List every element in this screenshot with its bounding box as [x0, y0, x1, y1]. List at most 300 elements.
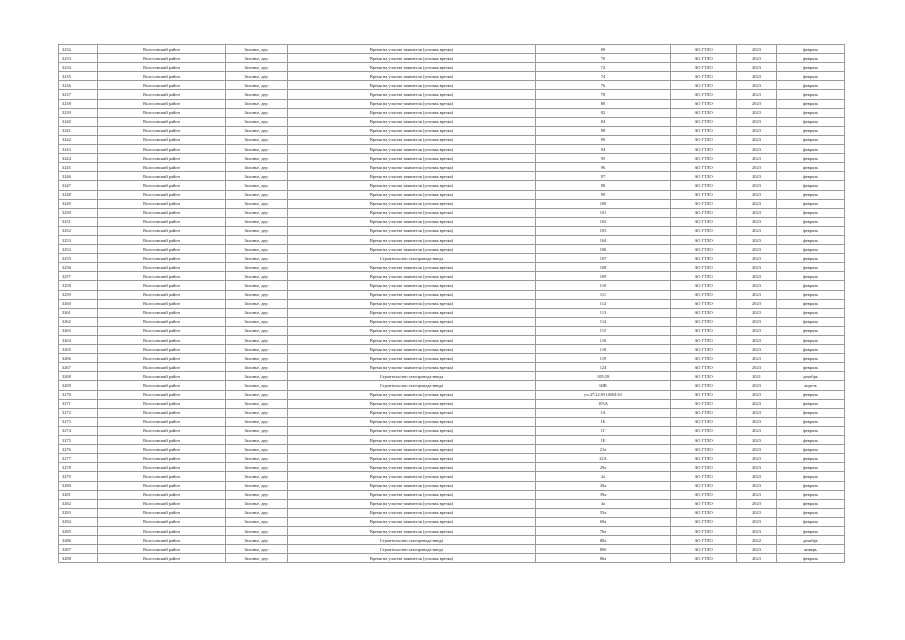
row-number-cell: 3271 [59, 399, 98, 408]
row-number-cell: 3243 [59, 145, 98, 154]
table-row [59, 526, 845, 535]
table-row [59, 45, 845, 54]
row-number-cell: 3261 [59, 308, 98, 317]
organization-cell: АО ГТЛО [671, 436, 737, 445]
year-cell: 2023 [737, 172, 777, 181]
district-cell: Волосовский район [98, 372, 226, 381]
month-cell: февраль [777, 472, 845, 481]
table-row [59, 345, 845, 354]
object-number-cell: 119 [536, 354, 671, 363]
row-number-cell: 3253 [59, 235, 98, 244]
table-row [59, 490, 845, 499]
organization-cell: АО ГТЛО [671, 308, 737, 317]
settlement-cell: Захонье, дер. [226, 172, 288, 181]
district-cell: Волосовский район [98, 108, 226, 117]
row-number-cell: 3256 [59, 263, 98, 272]
work-type-cell: Строительство газопровода-ввода [288, 545, 536, 554]
year-cell: 2023 [737, 336, 777, 345]
settlement-cell: Захонье, дер. [226, 217, 288, 226]
organization-cell: АО ГТЛО [671, 281, 737, 290]
object-number-cell: 39а [536, 490, 671, 499]
work-type-cell: Строительство газопровода-ввода [288, 254, 536, 263]
settlement-cell: Захонье, дер. [226, 272, 288, 281]
month-cell: февраль [777, 499, 845, 508]
year-cell: 2023 [737, 490, 777, 499]
month-cell: февраль [777, 354, 845, 363]
settlement-cell: Захонье, дер. [226, 145, 288, 154]
month-cell: февраль [777, 426, 845, 435]
year-cell: 2023 [737, 545, 777, 554]
work-type-cell: Время на участке заявителя (угловая врезка) [288, 454, 536, 463]
organization-cell: АО ГТЛО [671, 272, 737, 281]
district-cell: Волосовский район [98, 490, 226, 499]
month-cell: декабрь [777, 536, 845, 545]
table-row [59, 245, 845, 254]
district-cell: Волосовский район [98, 190, 226, 199]
year-cell: 2023 [737, 117, 777, 126]
organization-cell: АО ГТЛО [671, 336, 737, 345]
table-row [59, 126, 845, 135]
object-number-cell: 118 [536, 345, 671, 354]
district-cell: Волосовский район [98, 172, 226, 181]
work-type-cell: Строительство газопровода-ввода [288, 536, 536, 545]
month-cell: февраль [777, 54, 845, 63]
district-cell: Волосовский район [98, 436, 226, 445]
month-cell: февраль [777, 481, 845, 490]
table-row [59, 217, 845, 226]
district-cell: Волосовский район [98, 208, 226, 217]
settlement-cell: Захонье, дер. [226, 472, 288, 481]
settlement-cell: Захонье, дер. [226, 372, 288, 381]
table-row [59, 135, 845, 144]
settlement-cell: Захонье, дер. [226, 445, 288, 454]
row-number-cell: 3248 [59, 190, 98, 199]
organization-cell: АО ГТЛО [671, 245, 737, 254]
organization-cell: АО ГТЛО [671, 199, 737, 208]
settlement-cell: Захонье, дер. [226, 226, 288, 235]
district-cell: Волосовский район [98, 326, 226, 335]
object-number-cell: 60В [536, 381, 671, 390]
settlement-cell: Захонье, дер. [226, 317, 288, 326]
district-cell: Волосовский район [98, 517, 226, 526]
object-number-cell: 80а [536, 536, 671, 545]
row-number-cell: 3287 [59, 545, 98, 554]
settlement-cell: Захонье, дер. [226, 254, 288, 263]
row-number-cell: 3284 [59, 517, 98, 526]
settlement-cell: Захонье, дер. [226, 235, 288, 244]
work-type-cell: Время на участке заявителя (угловая врезка) [288, 417, 536, 426]
settlement-cell: Захонье, дер. [226, 399, 288, 408]
year-cell: 2023 [737, 317, 777, 326]
organization-cell: АО ГТЛО [671, 154, 737, 163]
object-number-cell: 113 [536, 308, 671, 317]
settlement-cell: Захонье, дер. [226, 354, 288, 363]
district-cell: Волосовский район [98, 181, 226, 190]
object-number-cell: 90 [536, 135, 671, 144]
settlement-cell: Захонье, дер. [226, 290, 288, 299]
work-type-cell: Время на участке заявителя (угловая врезка) [288, 72, 536, 81]
object-number-cell: 3а [536, 499, 671, 508]
row-number-cell: 3282 [59, 499, 98, 508]
district-cell: Волосовский район [98, 481, 226, 490]
month-cell: февраль [777, 436, 845, 445]
object-number-cell: 108 [536, 263, 671, 272]
object-number-cell: 82 [536, 108, 671, 117]
row-number-cell: 3255 [59, 254, 98, 263]
settlement-cell: Захонье, дер. [226, 417, 288, 426]
table-row [59, 181, 845, 190]
object-number-cell: 101 [536, 208, 671, 217]
year-cell: 2023 [737, 272, 777, 281]
table-row [59, 208, 845, 217]
organization-cell: АО ГТЛО [671, 517, 737, 526]
organization-cell: АО ГТЛО [671, 217, 737, 226]
work-type-cell: Время на участке заявителя (угловая врезка) [288, 163, 536, 172]
row-number-cell: 3258 [59, 281, 98, 290]
district-cell: Волосовский район [98, 299, 226, 308]
work-type-cell: Время на участке заявителя (угловая врезка) [288, 354, 536, 363]
object-number-cell: 94 [536, 145, 671, 154]
object-number-cell: 29а [536, 463, 671, 472]
object-number-cell: 30а [536, 481, 671, 490]
work-type-cell: Время на участке заявителя (угловая врезка) [288, 90, 536, 99]
object-number-cell: 112 [536, 299, 671, 308]
district-cell: Волосовский район [98, 354, 226, 363]
year-cell: 2023 [737, 299, 777, 308]
object-number-cell: 70 [536, 54, 671, 63]
row-number-cell: 3272 [59, 408, 98, 417]
table-row [59, 163, 845, 172]
district-cell: Волосовский район [98, 235, 226, 244]
row-number-cell: 3270 [59, 390, 98, 399]
district-cell: Волосовский район [98, 54, 226, 63]
year-cell: 2023 [737, 145, 777, 154]
object-number-cell: 76 [536, 81, 671, 90]
organization-cell: АО ГТЛО [671, 445, 737, 454]
month-cell: февраль [777, 126, 845, 135]
table-row [59, 117, 845, 126]
work-type-cell: Время на участке заявителя (угловая врезка) [288, 245, 536, 254]
table-row [59, 54, 845, 63]
work-type-cell: Время на участке заявителя (угловая врезка) [288, 135, 536, 144]
table-row [59, 545, 845, 554]
district-cell: Волосовский район [98, 272, 226, 281]
object-number-cell: 1Б [536, 417, 671, 426]
year-cell: 2023 [737, 308, 777, 317]
gas-connection-table [58, 44, 845, 563]
district-cell: Волосовский район [98, 536, 226, 545]
row-number-cell: 3245 [59, 163, 98, 172]
district-cell: Волосовский район [98, 281, 226, 290]
object-number-cell: 1Г [536, 426, 671, 435]
object-number-cell: 102 [536, 217, 671, 226]
district-cell: Волосовский район [98, 81, 226, 90]
settlement-cell: Захонье, дер. [226, 481, 288, 490]
row-number-cell: 3250 [59, 208, 98, 217]
settlement-cell: Захонье, дер. [226, 54, 288, 63]
month-cell: февраль [777, 190, 845, 199]
organization-cell: АО ГТЛО [671, 526, 737, 535]
settlement-cell: Захонье, дер. [226, 135, 288, 144]
settlement-cell: Захонье, дер. [226, 117, 288, 126]
work-type-cell: Время на участке заявителя (угловая врезка) [288, 426, 536, 435]
row-number-cell: 3242 [59, 135, 98, 144]
object-number-cell: 115 [536, 326, 671, 335]
district-cell: Волосовский район [98, 417, 226, 426]
table-row [59, 299, 845, 308]
organization-cell: АО ГТЛО [671, 481, 737, 490]
settlement-cell: Захонье, дер. [226, 181, 288, 190]
year-cell: 2023 [737, 390, 777, 399]
row-number-cell: 3276 [59, 445, 98, 454]
month-cell: февраль [777, 181, 845, 190]
work-type-cell: Время на участке заявителя (угловая врезка) [288, 554, 536, 563]
table-row [59, 108, 845, 117]
month-cell: февраль [777, 517, 845, 526]
district-cell: Волосовский район [98, 399, 226, 408]
table-row [59, 154, 845, 163]
month-cell: февраль [777, 326, 845, 335]
organization-cell: АО ГТЛО [671, 508, 737, 517]
work-type-cell: Время на участке заявителя (угловая врезка) [288, 299, 536, 308]
year-cell: 2023 [737, 408, 777, 417]
row-number-cell: 3240 [59, 117, 98, 126]
organization-cell: АО ГТЛО [671, 326, 737, 335]
row-number-cell: 3281 [59, 490, 98, 499]
month-cell: февраль [777, 208, 845, 217]
work-type-cell: Время на участке заявителя (угловая врезка) [288, 326, 536, 335]
settlement-cell: Захонье, дер. [226, 45, 288, 54]
row-number-cell: 3285 [59, 526, 98, 535]
object-number-cell: 104 [536, 235, 671, 244]
district-cell: Волосовский район [98, 363, 226, 372]
district-cell: Волосовский район [98, 45, 226, 54]
object-number-cell: 105/29 [536, 372, 671, 381]
table-row [59, 426, 845, 435]
month-cell: февраль [777, 363, 845, 372]
organization-cell: АО ГТЛО [671, 536, 737, 545]
district-cell: Волосовский район [98, 445, 226, 454]
district-cell: Волосовский район [98, 145, 226, 154]
work-type-cell: Время на участке заявителя (угловая врезка) [288, 199, 536, 208]
month-cell: февраль [777, 445, 845, 454]
table-row [59, 172, 845, 181]
district-cell: Волосовский район [98, 308, 226, 317]
district-cell: Волосовский район [98, 217, 226, 226]
month-cell: февраль [777, 226, 845, 235]
settlement-cell: Захонье, дер. [226, 308, 288, 317]
year-cell: 2023 [737, 381, 777, 390]
year-cell: 2023 [737, 163, 777, 172]
month-cell: февраль [777, 463, 845, 472]
table-row [59, 363, 845, 372]
organization-cell: АО ГТЛО [671, 45, 737, 54]
month-cell: февраль [777, 299, 845, 308]
work-type-cell: Время на участке заявителя (угловая врезка) [288, 99, 536, 108]
work-type-cell: Время на участке заявителя (угловая врезка) [288, 208, 536, 217]
settlement-cell: Захонье, дер. [226, 426, 288, 435]
year-cell: 2023 [737, 72, 777, 81]
object-number-cell: 88 [536, 126, 671, 135]
table-row [59, 235, 845, 244]
settlement-cell: Захонье, дер. [226, 508, 288, 517]
object-number-cell: 76а [536, 526, 671, 535]
organization-cell: АО ГТЛО [671, 354, 737, 363]
year-cell: 2022 [737, 536, 777, 545]
month-cell: февраль [777, 117, 845, 126]
district-cell: Волосовский район [98, 545, 226, 554]
year-cell: 2023 [737, 499, 777, 508]
table-row [59, 508, 845, 517]
row-number-cell: 3232 [59, 45, 98, 54]
year-cell: 2023 [737, 517, 777, 526]
work-type-cell: Время на участке заявителя (угловая врезка) [288, 526, 536, 535]
year-cell: 2023 [737, 226, 777, 235]
organization-cell: АО ГТЛО [671, 145, 737, 154]
settlement-cell: Захонье, дер. [226, 63, 288, 72]
year-cell: 2023 [737, 554, 777, 563]
settlement-cell: Захонье, дер. [226, 163, 288, 172]
year-cell: 2023 [737, 399, 777, 408]
year-cell: 2023 [737, 436, 777, 445]
row-number-cell: 3233 [59, 54, 98, 63]
organization-cell: АО ГТЛО [671, 254, 737, 263]
settlement-cell: Захонье, дер. [226, 499, 288, 508]
work-type-cell: Время на участке заявителя (угловая врезка) [288, 399, 536, 408]
table-row [59, 308, 845, 317]
settlement-cell: Захонье, дер. [226, 454, 288, 463]
year-cell: 2023 [737, 135, 777, 144]
table-row [59, 445, 845, 454]
work-type-cell: Время на участке заявителя (угловая врезка) [288, 226, 536, 235]
year-cell: 2021 [737, 372, 777, 381]
district-cell: Волосовский район [98, 163, 226, 172]
table-row [59, 354, 845, 363]
month-cell: февраль [777, 290, 845, 299]
organization-cell: АО ГТЛО [671, 490, 737, 499]
year-cell: 2023 [737, 481, 777, 490]
district-cell: Волосовский район [98, 317, 226, 326]
month-cell: февраль [777, 45, 845, 54]
object-number-cell: 97 [536, 172, 671, 181]
table-row [59, 499, 845, 508]
settlement-cell: Захонье, дер. [226, 526, 288, 535]
organization-cell: АО ГТЛО [671, 235, 737, 244]
month-cell: февраль [777, 345, 845, 354]
work-type-cell: Время на участке заявителя (угловая врезка) [288, 345, 536, 354]
table-row [59, 81, 845, 90]
year-cell: 2023 [737, 126, 777, 135]
row-number-cell: 3234 [59, 63, 98, 72]
organization-cell: АО ГТЛО [671, 172, 737, 181]
object-number-cell: 106 [536, 245, 671, 254]
district-cell: Волосовский район [98, 126, 226, 135]
object-number-cell: 1А [536, 408, 671, 417]
year-cell: 2023 [737, 90, 777, 99]
district-cell: Волосовский район [98, 63, 226, 72]
district-cell: Волосовский район [98, 526, 226, 535]
year-cell: 2023 [737, 181, 777, 190]
district-cell: Волосовский район [98, 472, 226, 481]
organization-cell: АО ГТЛО [671, 63, 737, 72]
organization-cell: АО ГТЛО [671, 390, 737, 399]
settlement-cell: Захонье, дер. [226, 190, 288, 199]
work-type-cell: Время на участке заявителя (угловая врезка) [288, 445, 536, 454]
work-type-cell: Время на участке заявителя (угловая врезка) [288, 472, 536, 481]
table-row [59, 99, 845, 108]
month-cell: декабрь [777, 372, 845, 381]
table-row [59, 554, 845, 563]
table-row [59, 408, 845, 417]
object-number-cell: 116 [536, 336, 671, 345]
object-number-cell: 100 [536, 199, 671, 208]
organization-cell: АО ГТЛО [671, 226, 737, 235]
table-row [59, 436, 845, 445]
organization-cell: АО ГТЛО [671, 454, 737, 463]
work-type-cell: Время на участке заявителя (угловая врезка) [288, 117, 536, 126]
district-cell: Волосовский район [98, 90, 226, 99]
settlement-cell: Захонье, дер. [226, 436, 288, 445]
work-type-cell: Время на участке заявителя (угловая врезка) [288, 436, 536, 445]
row-number-cell: 3252 [59, 226, 98, 235]
organization-cell: АО ГТЛО [671, 99, 737, 108]
table-row [59, 463, 845, 472]
organization-cell: АО ГТЛО [671, 81, 737, 90]
row-number-cell: 3265 [59, 345, 98, 354]
settlement-cell: Захонье, дер. [226, 463, 288, 472]
year-cell: 2023 [737, 526, 777, 535]
month-cell: февраль [777, 90, 845, 99]
settlement-cell: Захонье, дер. [226, 490, 288, 499]
work-type-cell: Время на участке заявителя (угловая врезка) [288, 463, 536, 472]
organization-cell: АО ГТЛО [671, 117, 737, 126]
row-number-cell: 3268 [59, 372, 98, 381]
year-cell: 2023 [737, 426, 777, 435]
table-row [59, 254, 845, 263]
district-cell: Волосовский район [98, 154, 226, 163]
row-number-cell: 3263 [59, 326, 98, 335]
table-row [59, 281, 845, 290]
month-cell: февраль [777, 235, 845, 244]
row-number-cell: 3241 [59, 126, 98, 135]
month-cell: февраль [777, 81, 845, 90]
work-type-cell: Время на участке заявителя (угловая врезка) [288, 263, 536, 272]
year-cell: 2023 [737, 63, 777, 72]
month-cell: февраль [777, 554, 845, 563]
table-row [59, 290, 845, 299]
organization-cell: АО ГТЛО [671, 463, 737, 472]
table-row [59, 472, 845, 481]
organization-cell: АО ГТЛО [671, 317, 737, 326]
year-cell: 2023 [737, 190, 777, 199]
work-type-cell: Время на участке заявителя (угловая врезка) [288, 408, 536, 417]
month-cell: февраль [777, 308, 845, 317]
object-number-cell: 95 [536, 154, 671, 163]
year-cell: 2023 [737, 99, 777, 108]
object-number-cell: 96 [536, 163, 671, 172]
work-type-cell: Время на участке заявителя (угловая врезка) [288, 290, 536, 299]
organization-cell: АО ГТЛО [671, 163, 737, 172]
organization-cell: АО ГТЛО [671, 263, 737, 272]
document-page [58, 44, 845, 563]
month-cell: январь [777, 545, 845, 554]
organization-cell: АО ГТЛО [671, 372, 737, 381]
object-number-cell: 86а [536, 554, 671, 563]
row-number-cell: 3288 [59, 554, 98, 563]
settlement-cell: Захонье, дер. [226, 554, 288, 563]
settlement-cell: Захонье, дер. [226, 263, 288, 272]
row-number-cell: 3260 [59, 299, 98, 308]
